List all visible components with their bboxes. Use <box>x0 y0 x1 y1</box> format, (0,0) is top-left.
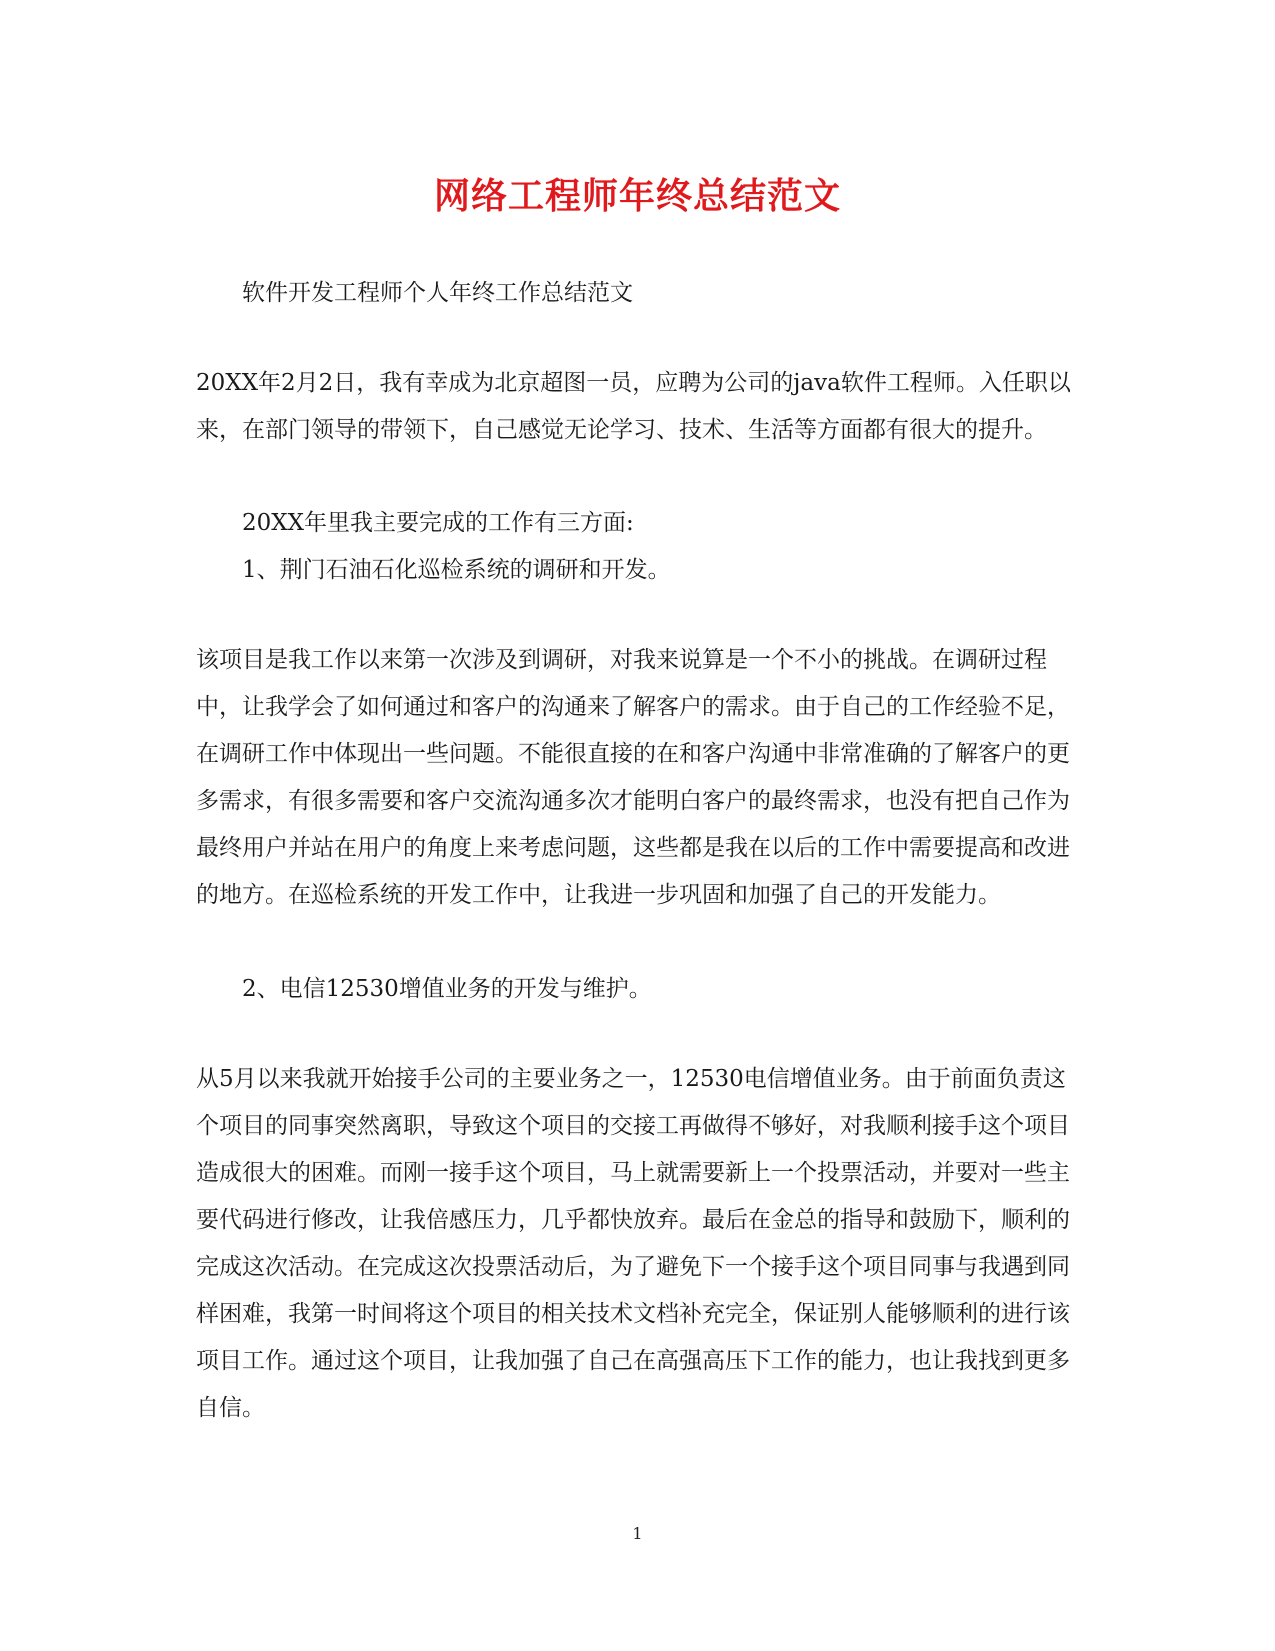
document-title: 网络工程师年终总结范文 <box>433 175 841 217</box>
paragraph-intro: 20XX年2月2日，我有幸成为北京超图一员，应聘为公司的java软件工程师。入任职以来，在部门领导的带领下，自己感觉无论学习、技术、生活等方面都有很大的提升。 <box>196 370 1071 443</box>
page-number: 1 <box>632 1524 643 1543</box>
paragraph-item-1-heading: 1、荆门石油石化巡检系统的调研和开发。 <box>242 557 671 583</box>
document-subtitle: 软件开发工程师个人年终工作总结范文 <box>242 280 633 306</box>
paragraph-item-1-body: 该项目是我工作以来第一次涉及到调研，对我来说算是一个不小的挑战。在调研过程中，让我学会了如何通过和客户的沟通来了解客户的需求。由于自己的工作经验不足，在调研工作中体现出一些问题。不能很直接的在和客户沟通中非常准确的了解客户的更多需求，有很多需要和客户交流沟通多次才能明白客户的最终需求，也没有把自己作为最终用户并站在用户的角度上来考虑问题，这些都是我在以后的工作中需要提高和改进的地方。在巡检系统的开发工作中，让我进一步巩固和加强了自己的开发能力。 <box>196 647 1070 908</box>
paragraph-item-2-body: 从5月以来我就开始接手公司的主要业务之一，12530电信增值业务。由于前面负责这个项目的同事突然离职，导致这个项目的交接工再做得不够好，对我顺利接手这个项目造成很大的困难。而刚一接手这个项目，马上就需要新上一个投票活动，并要对一些主要代码进行修改，让我倍感压力，几乎都快放弃。最后在金总的指导和鼓励下，顺利的完成这次活动。在完成这次投票活动后，为了避免下一个接手这个项目同事与我遇到同样困难，我第一时间将这个项目的相关技术文档补充完全，保证别人能够顺利的进行该项目工作。通过这个项目，让我加强了自己在高强高压下工作的能力，也让我找到更多自信。 <box>196 1066 1070 1421</box>
paragraph-item-2-heading: 2、电信12530增值业务的开发与维护。 <box>242 976 652 1002</box>
paragraph-work-summary-heading: 20XX年里我主要完成的工作有三方面: <box>242 510 634 536</box>
